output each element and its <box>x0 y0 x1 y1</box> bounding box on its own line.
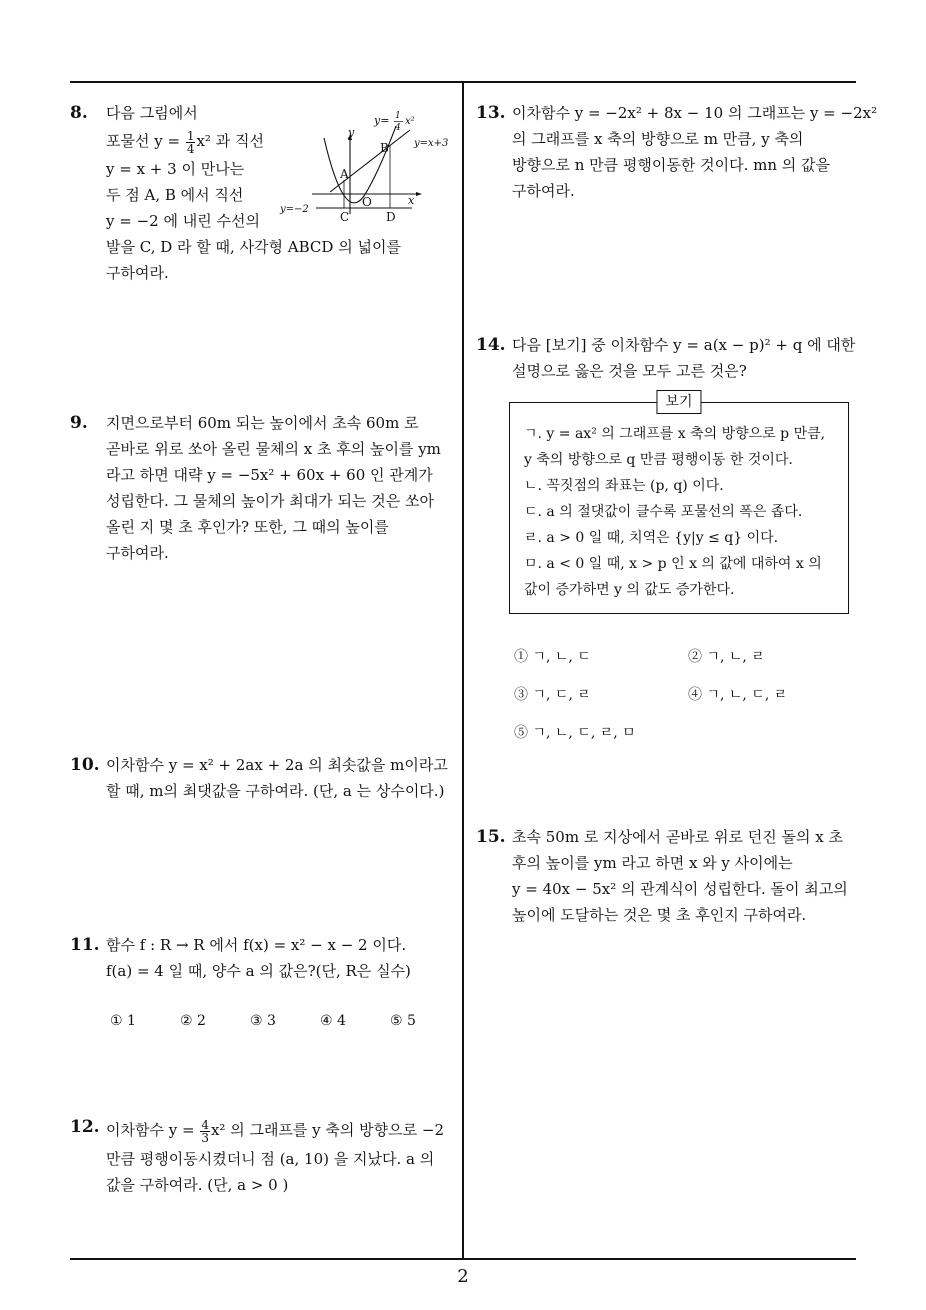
bogi-item: ㄱ. y = ax² 의 그래프를 x 축의 방향으로 p 만큼, <box>524 426 826 442</box>
problem-text-line: 올린 지 몇 초 후인가? 또한, 그 때의 높이를 <box>106 518 389 536</box>
bottom-rule <box>70 1258 856 1260</box>
problem-number: 15. <box>476 827 506 847</box>
choice-1[interactable]: ① ㄱ, ㄴ, ㄷ <box>514 649 591 665</box>
problem-text-line: 다음 [보기] 중 이차함수 y = a(x − p)² + q 에 대한 <box>512 336 856 354</box>
fraction: $\frac{1}{4}$ <box>186 128 195 156</box>
problem-text-line: 다음 그림에서 <box>106 104 198 122</box>
problem-text-line: x² 과 직선 <box>196 132 264 150</box>
problem-text-line: 성립한다. 그 물체의 높이가 최대가 되는 것은 쏘아 <box>106 492 434 510</box>
choice-4[interactable]: ④ 4 <box>320 1013 346 1029</box>
problem-text-line: f(a) = 4 일 때, 양수 a 의 값은?(단, R은 실수) <box>106 962 411 980</box>
problem-text-line: y = −2 에 내린 수선의 <box>106 212 260 230</box>
parabola-label-x: x² <box>405 116 415 127</box>
parabola-label-numerator: 1 <box>395 111 401 121</box>
problem-text-line: 함수 f : R → R 에서 f(x) = x² − x − 2 이다. <box>106 936 407 954</box>
origin-label: O <box>362 195 372 209</box>
bogi-item: 값이 증가하면 y 의 값도 증가한다. <box>524 582 735 598</box>
problem-8-figure <box>278 108 460 230</box>
choice-5[interactable]: ⑤ 5 <box>390 1013 416 1029</box>
choice-3[interactable]: ③ ㄱ, ㄷ, ㄹ <box>514 687 591 703</box>
page-number: 2 <box>457 1266 469 1287</box>
hline-label: y=−2 <box>280 204 309 215</box>
bogi-item: y 축의 방향으로 q 만큼 평행이동 한 것이다. <box>524 452 793 468</box>
problem-15 <box>476 824 862 928</box>
problem-number: 13. <box>476 103 506 123</box>
choice-4[interactable]: ④ ㄱ, ㄴ, ㄷ, ㄹ <box>688 687 788 703</box>
point-a-label: A <box>340 167 349 181</box>
problem-text-line: 두 점 A, B 에서 직선 <box>106 186 244 204</box>
bogi-item: ㄴ. 꼭짓점의 좌표는 (p, q) 이다. <box>524 478 724 494</box>
problem-text-line: x² 의 그래프를 y 축의 방향으로 −2 <box>210 1121 445 1139</box>
point-c-label: C <box>340 210 350 224</box>
bogi-box <box>509 394 849 614</box>
problem-text-line: 포물선 y = <box>106 132 185 150</box>
parabola-curve <box>324 126 396 203</box>
problem-text-line: 지면으로부터 60m 되는 높이에서 초속 60m 로 <box>106 414 419 432</box>
problem-number: 14. <box>476 335 506 355</box>
bogi-item: ㄷ. a 의 절댓값이 클수록 포물선의 폭은 좁다. <box>524 504 803 520</box>
column-divider <box>462 81 464 1259</box>
problem-13 <box>476 100 878 204</box>
x-axis-label: x <box>408 194 415 207</box>
fraction: $\frac{4}{3}$ <box>201 1117 209 1145</box>
point-b-label: B <box>380 141 389 155</box>
problem-14 <box>476 332 862 384</box>
problem-text-line: 초속 50m 로 지상에서 곧바로 위로 던진 돌의 x 초 <box>512 828 844 846</box>
choice-3[interactable]: ③ 3 <box>250 1013 276 1029</box>
problem-text-line: 라고 하면 대략 y = −5x² + 60x + 60 인 관계가 <box>106 466 433 484</box>
problem-text-line: 구하여라. <box>106 264 169 282</box>
problem-number: 12. <box>70 1117 100 1137</box>
problem-number: 8. <box>70 103 88 123</box>
problem-text-line: 발을 C, D 라 할 때, 사각형 ABCD 의 넓이를 <box>106 238 401 256</box>
bogi-title: 보기 <box>656 390 701 414</box>
problem-text-line: 곧바로 위로 쏘아 올린 물체의 x 초 후의 높이를 ym <box>106 440 441 458</box>
problem-text-line: 구하여라. <box>512 182 575 200</box>
choice-1[interactable]: ① 1 <box>110 1013 136 1029</box>
problem-text-line: 의 그래프를 x 축의 방향으로 m 만큼, y 축의 <box>512 130 804 148</box>
problem-text-line: y = 40x − 5x² 의 관계식이 성립한다. 돌이 최고의 <box>512 880 848 898</box>
problem-number: 11. <box>70 935 100 955</box>
parabola-label-denominator: 4 <box>395 123 401 133</box>
problem-text-line: 이차함수 y = −2x² + 8x − 10 의 그래프는 y = −2x² <box>512 104 878 122</box>
problem-12 <box>70 1114 460 1198</box>
problem-text-line: 방향으로 n 만큼 평행이동한 것이다. mn 의 값을 <box>512 156 831 174</box>
y-axis-label: y <box>348 126 355 139</box>
point-d-label: D <box>386 210 396 224</box>
line-y-x-plus-3 <box>330 130 410 192</box>
problem-text-line: 이차함수 y = <box>106 1121 200 1139</box>
parabola-label-y: y= <box>374 114 390 127</box>
problem-number: 9. <box>70 413 88 433</box>
problem-text-line: 값을 구하여라. (단, a > 0 ) <box>106 1176 289 1194</box>
problem-11 <box>70 932 460 984</box>
line-label: y=x+3 <box>414 138 449 149</box>
problem-text-line: 이차함수 y = x² + 2ax + 2a 의 최솟값을 m이라고 <box>106 756 448 774</box>
problem-text-line: 할 때, m의 최댓값을 구하여라. (단, a 는 상수이다.) <box>106 782 445 800</box>
problem-number: 10. <box>70 755 100 775</box>
problem-text-line: 설명으로 옳은 것을 모두 고른 것은? <box>512 362 747 380</box>
problem-10 <box>70 752 460 804</box>
problem-text-line: 구하여라. <box>106 544 169 562</box>
problem-text-line: y = x + 3 이 만나는 <box>106 160 245 178</box>
bogi-item: ㅁ. a < 0 일 때, x > p 인 x 의 값에 대하여 x 의 <box>524 556 822 572</box>
choice-5[interactable]: ⑤ ㄱ, ㄴ, ㄷ, ㄹ, ㅁ <box>514 725 636 741</box>
problem-text-line: 높이에 도달하는 것은 몇 초 후인지 구하여라. <box>512 906 807 924</box>
bogi-item: ㄹ. a > 0 일 때, 치역은 {y|y ≤ q} 이다. <box>524 530 779 546</box>
choice-2[interactable]: ② 2 <box>180 1013 206 1029</box>
problem-9 <box>70 410 460 566</box>
x-axis-arrow <box>416 192 422 196</box>
choice-2[interactable]: ② ㄱ, ㄴ, ㄹ <box>688 649 765 665</box>
problem-text-line: 후의 높이를 ym 라고 하면 x 와 y 사이에는 <box>512 854 793 872</box>
problem-text-line: 만큼 평행이동시켰더니 점 (a, 10) 을 지났다. a 의 <box>106 1150 435 1168</box>
